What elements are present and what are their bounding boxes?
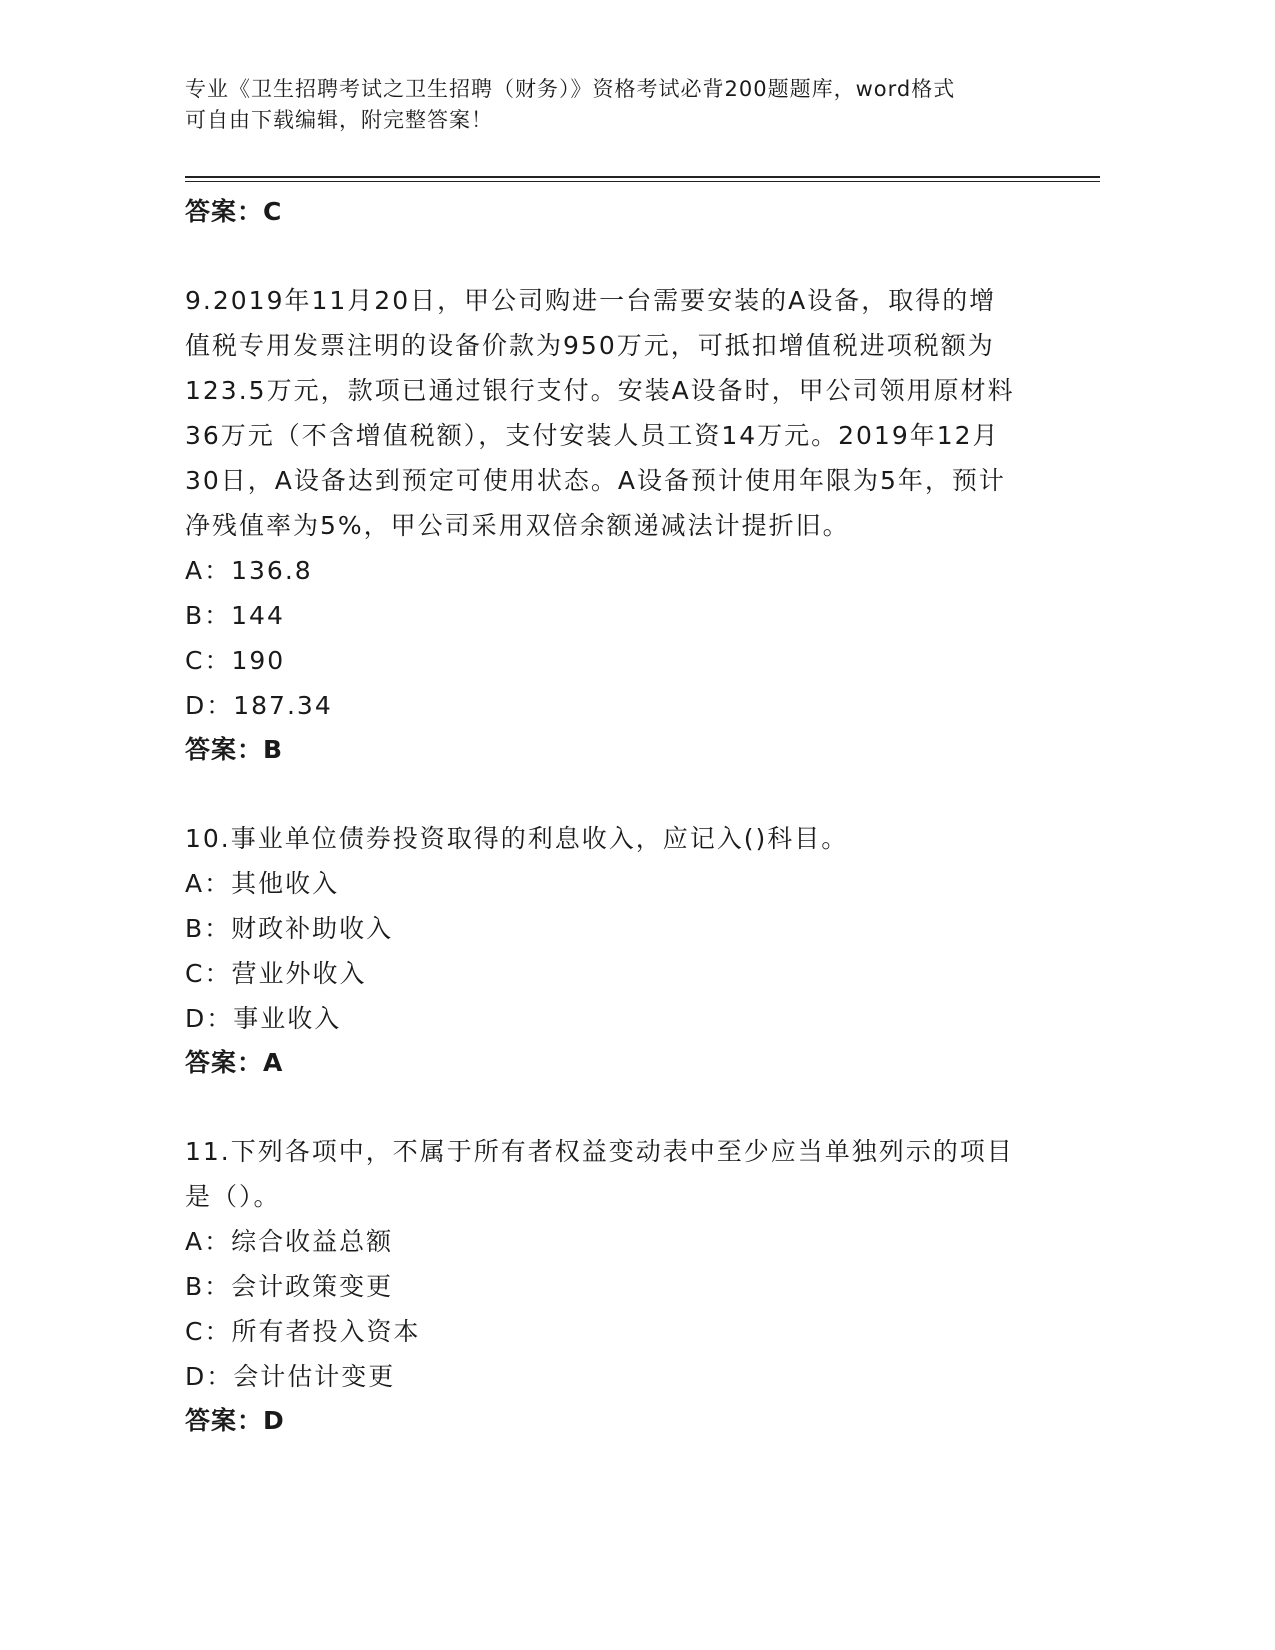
header-divider-thin <box>185 181 1100 182</box>
document-header <box>185 74 1085 136</box>
option-d: D：187.34 <box>185 691 333 720</box>
question-text-line: 11.下列各项中，不属于所有者权益变动表中至少应当单独列示的项目 <box>185 1137 1014 1166</box>
option-c: C：190 <box>185 646 286 675</box>
question-text-line: 是（）。 <box>185 1182 281 1211</box>
option-c: C：所有者投入资本 <box>185 1317 421 1346</box>
answer-line: 答案：A <box>185 1048 284 1077</box>
option-a: A：综合收益总额 <box>185 1227 394 1256</box>
option-b: B：财政补助收入 <box>185 914 394 943</box>
question-text-line: 值税专用发票注明的设备价款为950万元，可抵扣增值税进项税额为 <box>185 331 995 360</box>
question-text-line: 123.5万元，款项已通过银行支付。安装A设备时，甲公司领用原材料 <box>185 376 1015 405</box>
option-d: D：会计估计变更 <box>185 1362 396 1391</box>
question-text-line: 36万元（不含增值税额），支付安装人员工资14万元。2019年12月 <box>185 421 1000 450</box>
header-line: 可自由下载编辑，附完整答案！ <box>185 108 493 132</box>
option-a: A：136.8 <box>185 556 313 585</box>
question-text-line: 净残值率为5%，甲公司采用双倍余额递减法计提折旧。 <box>185 511 850 540</box>
question-9 <box>185 278 1065 772</box>
question-text-line: 10.事业单位债券投资取得的利息收入，应记入()科目。 <box>185 824 849 853</box>
header-divider-thick <box>185 176 1100 178</box>
question-text-line: 30日，A设备达到预定可使用状态。A设备预计使用年限为5年，预计 <box>185 466 1006 495</box>
option-a: A：其他收入 <box>185 869 340 898</box>
answer-line: 答案：C <box>185 197 283 226</box>
answer-line: 答案：D <box>185 1406 285 1435</box>
option-d: D：事业收入 <box>185 1004 342 1033</box>
header-line: 专业《卫生招聘考试之卫生招聘（财务）》资格考试必背200题题库，word格式 <box>185 77 956 101</box>
answer-line: 答案：B <box>185 735 284 764</box>
option-b: B：144 <box>185 601 285 630</box>
option-c: C：营业外收入 <box>185 959 367 988</box>
document-body <box>185 190 1065 1443</box>
question-text-line: 9.2019年11月20日，甲公司购进一台需要安装的A设备，取得的增 <box>185 286 997 315</box>
question-10 <box>185 816 1065 1085</box>
question-11 <box>185 1129 1065 1443</box>
option-b: B：会计政策变更 <box>185 1272 394 1301</box>
